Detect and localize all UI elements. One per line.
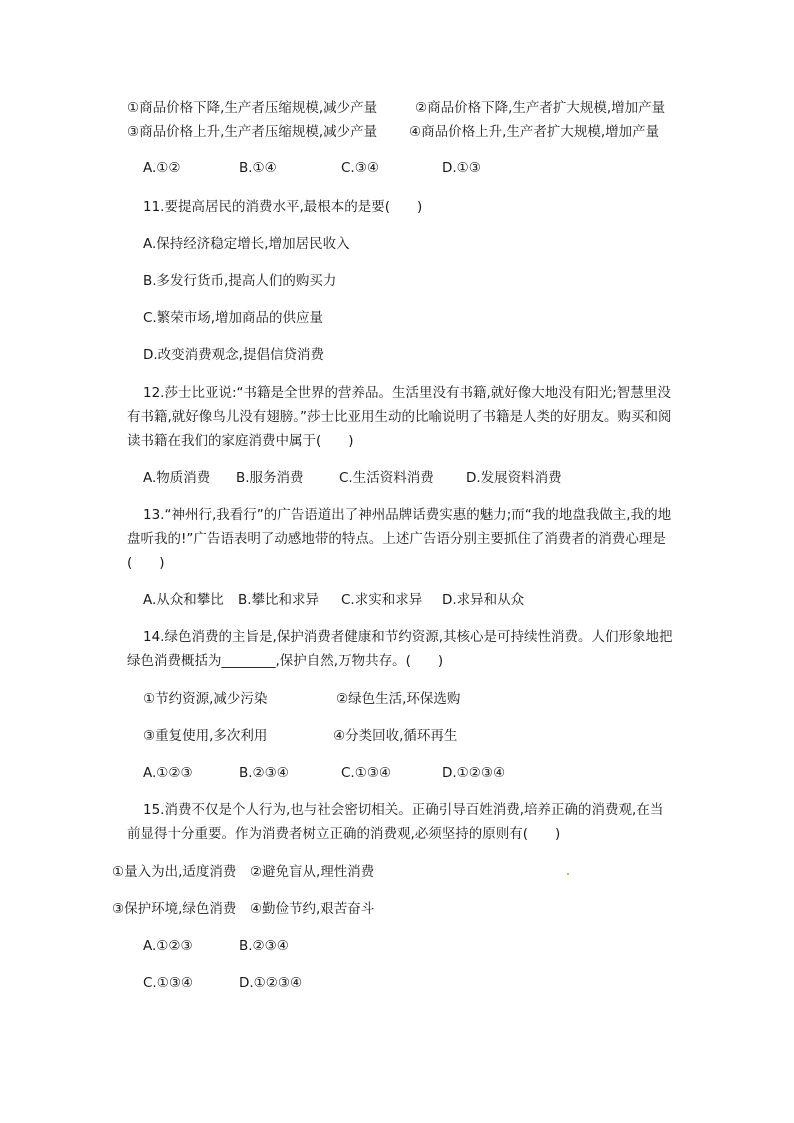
q10-option-2: ②商品价格下降,生产者扩大规模,增加产量 (415, 100, 666, 116)
q14-option-3: ③重复使用,多次利用 (143, 728, 268, 744)
q14-option-4: ④分类回收,循环再生 (333, 728, 458, 744)
q10-option-1: ①商品价格下降,生产者压缩规模,减少产量 (127, 100, 378, 116)
q10-choice-d: D.①③ (442, 160, 481, 176)
q10-choice-c: C.③④ (341, 160, 379, 176)
q11-choice-d: D.改变消费观念,提倡信贷消费 (143, 347, 324, 363)
q13-choice-a: A.从众和攀比 (143, 592, 224, 608)
q11-choice-a: A.保持经济稳定增长,增加居民收入 (143, 236, 350, 252)
q13-stem-line-2: 盘听我的!”广告语表明了动感地带的特点。上述广告语分别主要抓住了消费者的消费心理是 (127, 531, 666, 547)
q11-choice-c: C.繁荣市场,增加商品的供应量 (143, 310, 324, 326)
q11-stem: 11.要提高居民的消费水平,最根本的是要( ) (143, 199, 423, 215)
stray-mark (567, 873, 569, 875)
q14-stem-line-1: 14.绿色消费的主旨是,保护消费者健康和节约资源,其核心是可持续性消费。人们形象地把 (143, 629, 673, 645)
q13-choice-c: C.求实和求异 (341, 592, 423, 608)
q14-stem-line-2: 绿色消费概括为________,保护自然,万物共存。( ) (127, 653, 444, 669)
q12-stem-line-1: 12.莎士比亚说:“书籍是全世界的营养品。生活里没有书籍,就好像大地没有阳光;智慧里没 (143, 385, 671, 401)
q14-choice-b: B.②③④ (239, 765, 289, 781)
q15-options-line-1: ①量入为出,适度消费 ②避免盲从,理性消费 (112, 864, 375, 880)
q15-stem-line-2: 前显得十分重要。作为消费者树立正确的消费观,必须坚持的原则有( ) (127, 826, 561, 842)
q12-choice-b: B.服务消费 (236, 470, 304, 486)
q12-choice-a: A.物质消费 (143, 470, 211, 486)
q15-choice-a: A.①②③ (143, 938, 193, 954)
q11-choice-b: B.多发行货币,提高人们的购买力 (143, 273, 337, 289)
q14-choice-a: A.①②③ (143, 765, 193, 781)
q12-choices (0, 468, 794, 588)
q15-choice-c: C.①③④ (143, 975, 194, 991)
q15-choices-row-2 (0, 973, 794, 1053)
q15-choice-b: B.②③④ (239, 938, 289, 954)
q10-option-4: ④商品价格上升,生产者扩大规模,增加产量 (409, 124, 660, 140)
q14-choice-d: D.①②③④ (442, 765, 506, 781)
q10-option-3: ③商品价格上升,生产者压缩规模,减少产量 (127, 124, 378, 140)
q12-choice-d: D.发展资料消费 (466, 470, 562, 486)
q10-choice-a: A.①② (143, 160, 181, 176)
q12-stem-line-2: 有书籍,就好像鸟儿没有翅膀。”莎士比亚用生动的比喻说明了书籍是人类的好朋友。购买和阅 (127, 409, 672, 425)
q15-options-line-2: ③保护环境,绿色消费 ④勤俭节约,艰苦奋斗 (112, 901, 375, 917)
q10-choice-b: B.①④ (239, 160, 277, 176)
q14-choice-c: C.①③④ (341, 765, 392, 781)
q15-stem-line-1: 15.消费不仅是个人行为,也与社会密切相关。正确引导百姓消费,培养正确的消费观,在当 (143, 802, 664, 818)
q12-choice-c: C.生活资料消费 (339, 470, 434, 486)
q13-choice-b: B.攀比和求异 (238, 592, 320, 608)
q12-stem-line-3: 读书籍在我们的家庭消费中属于( ) (127, 433, 354, 449)
q13-stem-line-3: ( ) (127, 555, 165, 571)
q13-choice-d: D.求异和从众 (442, 592, 525, 608)
q14-option-2: ②绿色生活,环保选购 (336, 691, 461, 707)
q14-option-1: ①节约资源,减少污染 (143, 691, 268, 707)
q10-choices (0, 158, 794, 278)
q15-choice-d: D.①②③④ (239, 975, 303, 991)
q13-stem-line-1: 13.“神州行,我看行”的广告语道出了神州品牌话费实惠的魅力;而“我的地盘我做主,我的地 (143, 507, 672, 523)
